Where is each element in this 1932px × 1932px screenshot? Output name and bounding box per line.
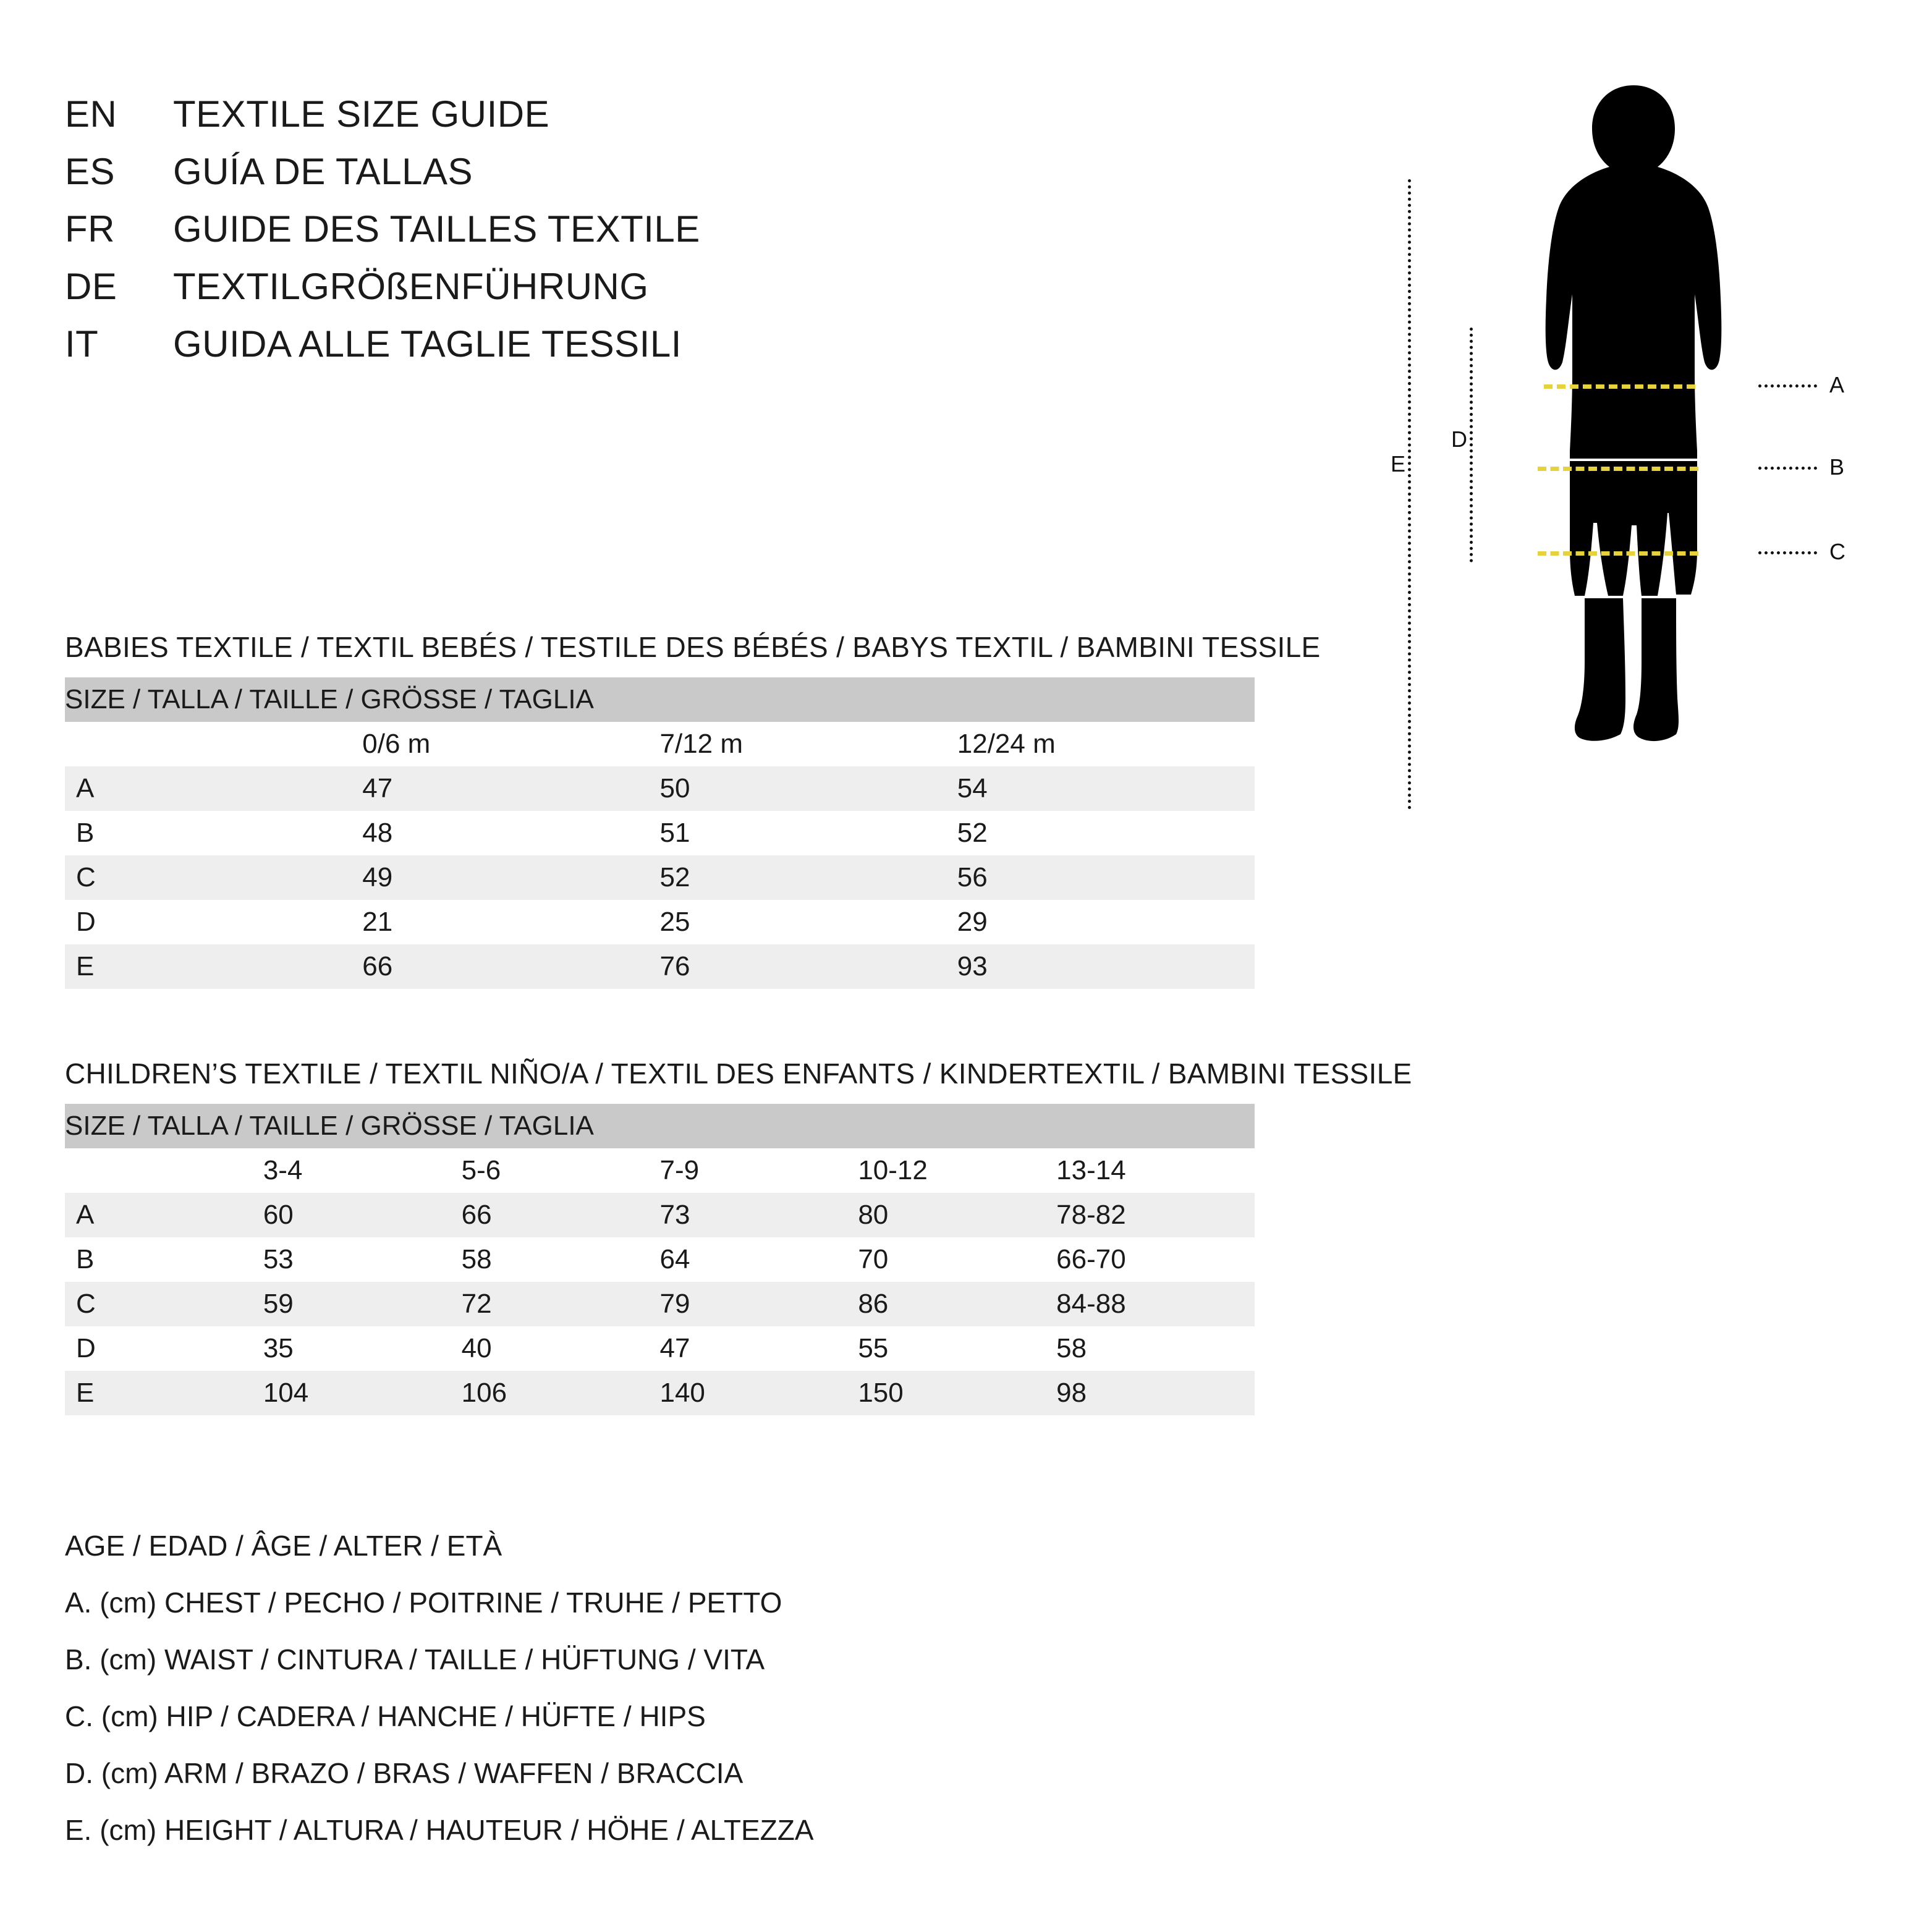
babies-e-0: 66: [362, 944, 659, 989]
title-row-en: [65, 93, 1239, 150]
children-d-1: 40: [462, 1326, 660, 1371]
table-header-row: [65, 677, 1255, 722]
children-column-4: 13-14: [1056, 1148, 1255, 1193]
table-row: [65, 1237, 1255, 1282]
children-row-key-c: C: [65, 1282, 263, 1326]
table-column-row: [65, 1148, 1255, 1193]
babies-a-1: 50: [660, 766, 957, 811]
babies-row-key-a: A: [65, 766, 362, 811]
legend-line-waist: B. (cm) WAIST / CINTURA / TAILLE / HÜFTUNG / VITA: [65, 1643, 765, 1676]
children-c-3: 86: [858, 1282, 1056, 1326]
title-row-es: [65, 150, 1239, 208]
babies-c-2: 56: [957, 855, 1255, 900]
children-row-key-b: B: [65, 1237, 263, 1282]
babies-row-key-b: B: [65, 811, 362, 855]
table-row: [65, 944, 1255, 989]
children-column-3: 10-12: [858, 1148, 1056, 1193]
title-text-fr: GUIDE DES TAILLES TEXTILE: [173, 208, 700, 250]
babies-row-key-c: C: [65, 855, 362, 900]
table-row: [65, 1282, 1255, 1326]
title-row-de: [65, 265, 1239, 323]
table-row: [65, 855, 1255, 900]
title-block: [65, 93, 1239, 380]
babies-e-2: 93: [957, 944, 1255, 989]
children-d-4: 58: [1056, 1326, 1255, 1371]
babies-c-1: 52: [660, 855, 957, 900]
children-d-0: 35: [263, 1326, 462, 1371]
figure-label-e: E: [1391, 451, 1406, 477]
babies-d-1: 25: [660, 900, 957, 944]
babies-row-key-e: E: [65, 944, 362, 989]
title-text-es: GUÍA DE TALLAS: [173, 151, 473, 192]
babies-column-2: 12/24 m: [957, 722, 1255, 766]
table-row: [65, 766, 1255, 811]
children-c-1: 72: [462, 1282, 660, 1326]
children-row-key-e: E: [65, 1371, 263, 1415]
figure-label-b: B: [1829, 454, 1845, 480]
children-e-0: 104: [263, 1371, 462, 1415]
legend-line-height: E. (cm) HEIGHT / ALTURA / HAUTEUR / HÖHE / ALTEZZA: [65, 1814, 814, 1846]
babies-b-0: 48: [362, 811, 659, 855]
legend-line-arm: D. (cm) ARM / BRAZO / BRAS / WAFFEN / BRACCIA: [65, 1757, 744, 1789]
legend-line-hip: C. (cm) HIP / CADERA / HANCHE / HÜFTE / HIPS: [65, 1700, 706, 1732]
babies-section: [65, 630, 1511, 989]
children-table-header: SIZE / TALLA / TAILLE / GRÖSSE / TAGLIA: [65, 1104, 1255, 1148]
hip-measure-dash: [1538, 551, 1698, 556]
babies-e-1: 76: [660, 944, 957, 989]
children-e-3: 150: [858, 1371, 1056, 1415]
children-d-3: 55: [858, 1326, 1056, 1371]
legend-line-chest: A. (cm) CHEST / PECHO / POITRINE / TRUHE / PETTO: [65, 1587, 782, 1619]
child-silhouette-icon: [1520, 80, 1743, 760]
children-d-2: 47: [659, 1326, 858, 1371]
children-c-2: 79: [659, 1282, 858, 1326]
hip-leader-line: [1758, 551, 1817, 554]
babies-column-1: 7/12 m: [660, 722, 957, 766]
babies-section-title: BABIES TEXTILE / TEXTIL BEBÉS / TESTILE DES BÉBÉS / BABYS TEXTIL / BAMBINI TESSILE: [65, 631, 1321, 663]
table-row: [65, 1371, 1255, 1415]
children-a-4: 78-82: [1056, 1193, 1255, 1237]
figure-label-d: D: [1451, 426, 1467, 452]
title-text-de: TEXTILGRÖßENFÜHRUNG: [173, 266, 649, 307]
children-b-4: 66-70: [1056, 1237, 1255, 1282]
table-row: [65, 900, 1255, 944]
title-text-it: GUIDA ALLE TAGLIE TESSILI: [173, 323, 682, 365]
children-a-2: 73: [659, 1193, 858, 1237]
measurement-legend: [65, 1517, 1425, 1858]
babies-size-table: [65, 677, 1255, 989]
legend-line-age: AGE / EDAD / ÂGE / ALTER / ETÀ: [65, 1530, 502, 1562]
children-row-key-d: D: [65, 1326, 263, 1371]
table-row: [65, 1326, 1255, 1371]
figure-label-a: A: [1829, 372, 1845, 397]
children-column-0: 3-4: [263, 1148, 462, 1193]
title-row-fr: [65, 208, 1239, 265]
babies-d-2: 29: [957, 900, 1255, 944]
children-e-1: 106: [462, 1371, 660, 1415]
babies-row-key-d: D: [65, 900, 362, 944]
children-c-4: 84-88: [1056, 1282, 1255, 1326]
figure-label-c: C: [1829, 539, 1845, 564]
children-b-2: 64: [659, 1237, 858, 1282]
table-header-row: [65, 1104, 1255, 1148]
children-e-2: 140: [659, 1371, 858, 1415]
babies-d-0: 21: [362, 900, 659, 944]
children-column-2: 7-9: [659, 1148, 858, 1193]
children-a-3: 80: [858, 1193, 1056, 1237]
table-row: [65, 1193, 1255, 1237]
children-e-4: 98: [1056, 1371, 1255, 1415]
language-code-it: IT: [65, 323, 99, 365]
chest-leader-line: [1758, 384, 1817, 388]
babies-c-0: 49: [362, 855, 659, 900]
corner-cell: [65, 1148, 263, 1193]
waist-measure-dash: [1538, 467, 1698, 471]
title-text-en: TEXTILE SIZE GUIDE: [173, 93, 550, 135]
title-row-it: [65, 323, 1239, 380]
corner-cell: [65, 722, 362, 766]
waist-leader-line: [1758, 467, 1817, 470]
table-row: [65, 811, 1255, 855]
table-column-row: [65, 722, 1255, 766]
language-code-fr: FR: [65, 208, 115, 250]
children-b-3: 70: [858, 1237, 1056, 1282]
children-row-key-a: A: [65, 1193, 263, 1237]
babies-table-header: SIZE / TALLA / TAILLE / GRÖSSE / TAGLIA: [65, 677, 1255, 722]
children-a-1: 66: [462, 1193, 660, 1237]
children-b-0: 53: [263, 1237, 462, 1282]
language-code-de: DE: [65, 266, 117, 307]
babies-a-0: 47: [362, 766, 659, 811]
chest-measure-dash: [1544, 384, 1695, 389]
children-section: [65, 1057, 1511, 1415]
arm-guide-line: [1470, 328, 1473, 562]
children-c-0: 59: [263, 1282, 462, 1326]
language-code-en: EN: [65, 93, 117, 135]
children-b-1: 58: [462, 1237, 660, 1282]
babies-column-0: 0/6 m: [362, 722, 659, 766]
children-size-table: [65, 1104, 1255, 1415]
language-code-es: ES: [65, 151, 116, 192]
babies-b-2: 52: [957, 811, 1255, 855]
children-column-1: 5-6: [462, 1148, 660, 1193]
children-section-title: CHILDREN’S TEXTILE / TEXTIL NIÑO/A / TEXTIL DES ENFANTS / KINDERTEXTIL / BAMBINI TESSILE: [65, 1057, 1412, 1090]
babies-b-1: 51: [660, 811, 957, 855]
children-a-0: 60: [263, 1193, 462, 1237]
babies-a-2: 54: [957, 766, 1255, 811]
